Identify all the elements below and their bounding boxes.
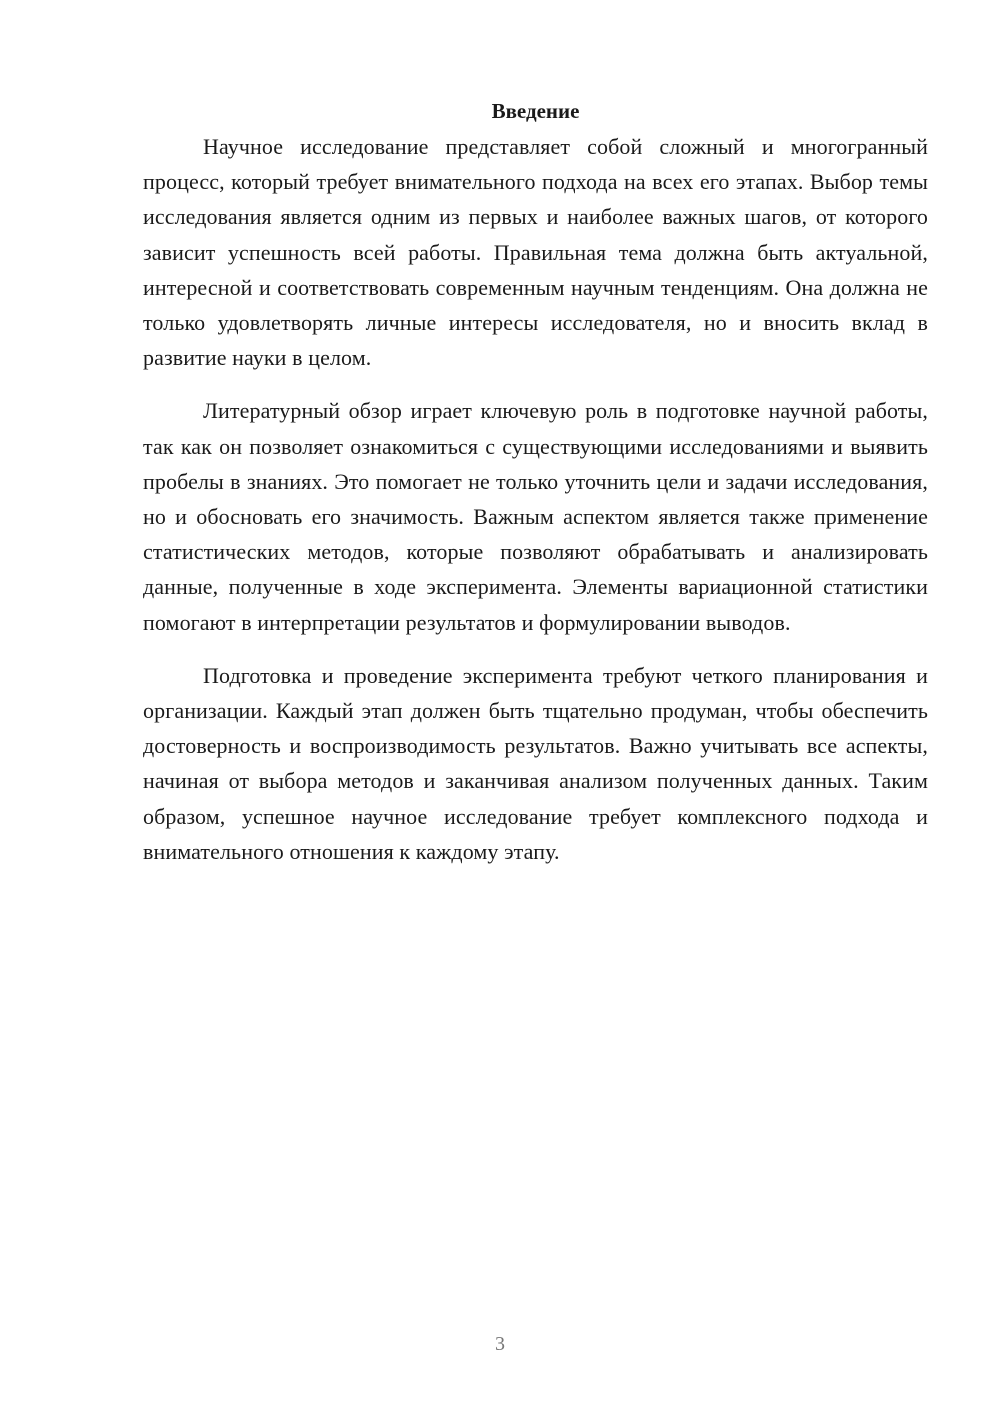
page-content bbox=[143, 96, 928, 887]
paragraph-1: Научное исследование представляет собой сложный и многогранный процесс, который требует внимательного подхода на всех его этапах. Выбор темы исследования является одним из первых и наиболее важных шагов, от которого зависит успешность всей работы. Правильная тема должна быть актуальной, интересной и соответствовать современным научным тенденциям. Она должна не только удовлетворять личные интересы исследователя, но и вносить вклад в развитие науки в целом. bbox=[143, 134, 928, 371]
page-number: 3 bbox=[495, 1333, 505, 1355]
section-heading: Введение bbox=[491, 99, 580, 123]
paragraph-2: Литературный обзор играет ключевую роль в подготовке научной работы, так как он позволяет ознакомиться с существующими исследованиями и выявить пробелы в знаниях. Это помогает не только уточнить цели и задачи исследования, но и обосновать его значимость. Важным аспектом является также применение статистических методов, которые позволяют обрабатывать и анализировать данные, полученные в ходе эксперимента. Элементы вариационной статистики помогают в интерпретации результатов и формулировании выводов. bbox=[143, 398, 928, 635]
paragraph-3: Подготовка и проведение эксперимента требуют четкого планирования и организации. Каждый этап должен быть тщательно продуман, чтобы обеспечить достоверность и воспроизводимость результатов. Важно учитывать все аспекты, начиная от выбора методов и заканчивая анализом полученных данных. Таким образом, успешное научное исследование требует комплексного подхода и внимательного отношения к каждому этапу. bbox=[143, 662, 928, 864]
